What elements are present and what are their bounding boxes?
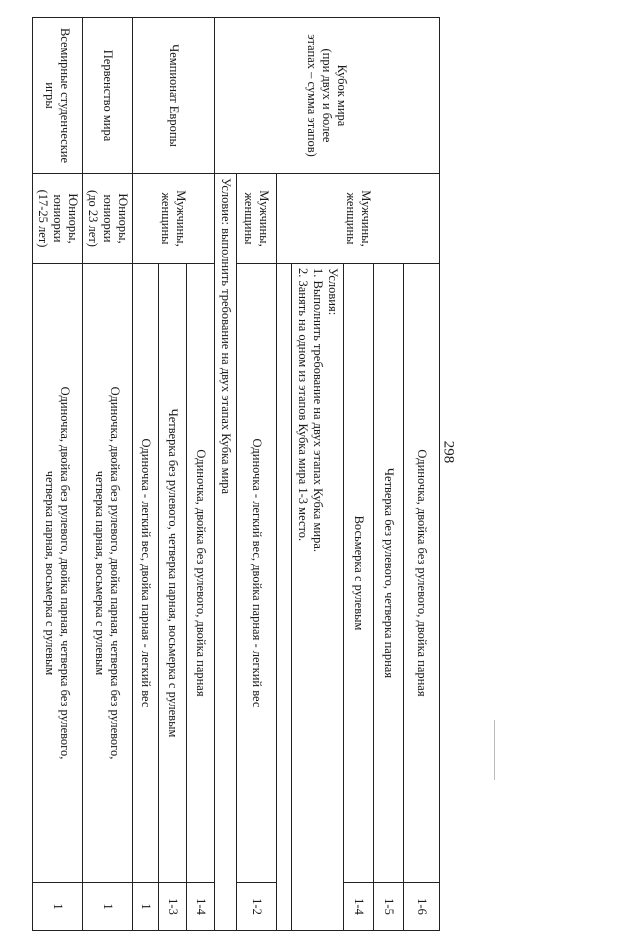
rotated-table-container (36, 17, 440, 931)
table-row (187, 18, 215, 931)
boat-class-cell: Восьмерка с рулевым (344, 264, 374, 883)
table-row (404, 18, 440, 931)
place-cell: 1-4 (344, 883, 374, 931)
condition-cell: Условие: выполнить требование на двух этапах Кубка мира (215, 174, 237, 931)
competition-cell: Чемпионат Европы (133, 18, 215, 174)
boat-class-label: Одиночка, двойка без рулевого, двойка парная, четверка без рулевого, четверка парная, восьмерка с рулевым (93, 386, 123, 760)
participants-cell (277, 174, 440, 264)
boat-class-cell (33, 264, 83, 883)
participants-cell (237, 174, 277, 264)
sports-classification-table (32, 17, 440, 931)
table-row (83, 18, 133, 931)
boat-class-cell: Четверка без рулевого, четверка парная (374, 264, 404, 883)
place-cell: 1-5 (374, 883, 404, 931)
place-cell: 1-2 (237, 883, 277, 931)
place-cell: 1 (133, 883, 159, 931)
participants-cell (133, 174, 215, 264)
participants-label: Мужчины, женщины (159, 190, 189, 247)
page-number: 298 (440, 440, 457, 464)
place-cell: 1 (83, 883, 133, 931)
competition-cell (215, 18, 440, 174)
condition-line: 1. Выполнить требование на двух этапах Кубка мира. (311, 268, 325, 552)
participants-cell (33, 174, 83, 264)
blank-cell (277, 264, 292, 931)
boat-class-cell: Одиночка - легкий вес, двойка парная - легкий вес (133, 264, 159, 883)
participants-label: Мужчины, женщины (344, 190, 373, 247)
table-row (33, 18, 83, 931)
competition-label: Кубок мира (при двух и более этапах – сумма этапов) (305, 34, 350, 157)
condition-line: 2. Занять на одном из этапов Кубка мира 1-3 место. (296, 268, 310, 542)
place-cell: 1 (33, 883, 83, 931)
conditions-title: Условия: (326, 268, 340, 316)
boat-class-cell: Одиночка, двойка без рулевого, двойка парная (404, 264, 440, 883)
participants-label: Юниоры, юниорки (до 23 лет) (86, 190, 130, 247)
competition-cell (33, 18, 83, 174)
boat-class-cell: Четверка без рулевого, четверка парная, восьмерка с рулевым (159, 264, 187, 883)
place-cell: 1-6 (404, 883, 440, 931)
boat-class-cell: Одиночка, двойка без рулевого, двойка парная (187, 264, 215, 883)
competition-cell: Первенство мира (83, 18, 133, 174)
scan-mark (494, 720, 495, 780)
boat-class-cell: Одиночка - легкий вес, двойка парная - легкий вес (237, 264, 277, 883)
participants-cell (83, 174, 133, 264)
place-cell: 1-3 (159, 883, 187, 931)
boat-class-cell (83, 264, 133, 883)
place-cell: 1-4 (187, 883, 215, 931)
participants-label: Мужчины, женщины (242, 190, 272, 247)
conditions-cell (292, 264, 344, 931)
competition-label: Всемирные студенческие игры (43, 27, 73, 164)
participants-label: Юниоры, юниорки (17-25 лет) (36, 189, 80, 248)
boat-class-label: Одиночка, двойка без рулевого, двойка парная, четверка без рулевого, четверка парная, восьмерка с рулевым (43, 386, 73, 760)
